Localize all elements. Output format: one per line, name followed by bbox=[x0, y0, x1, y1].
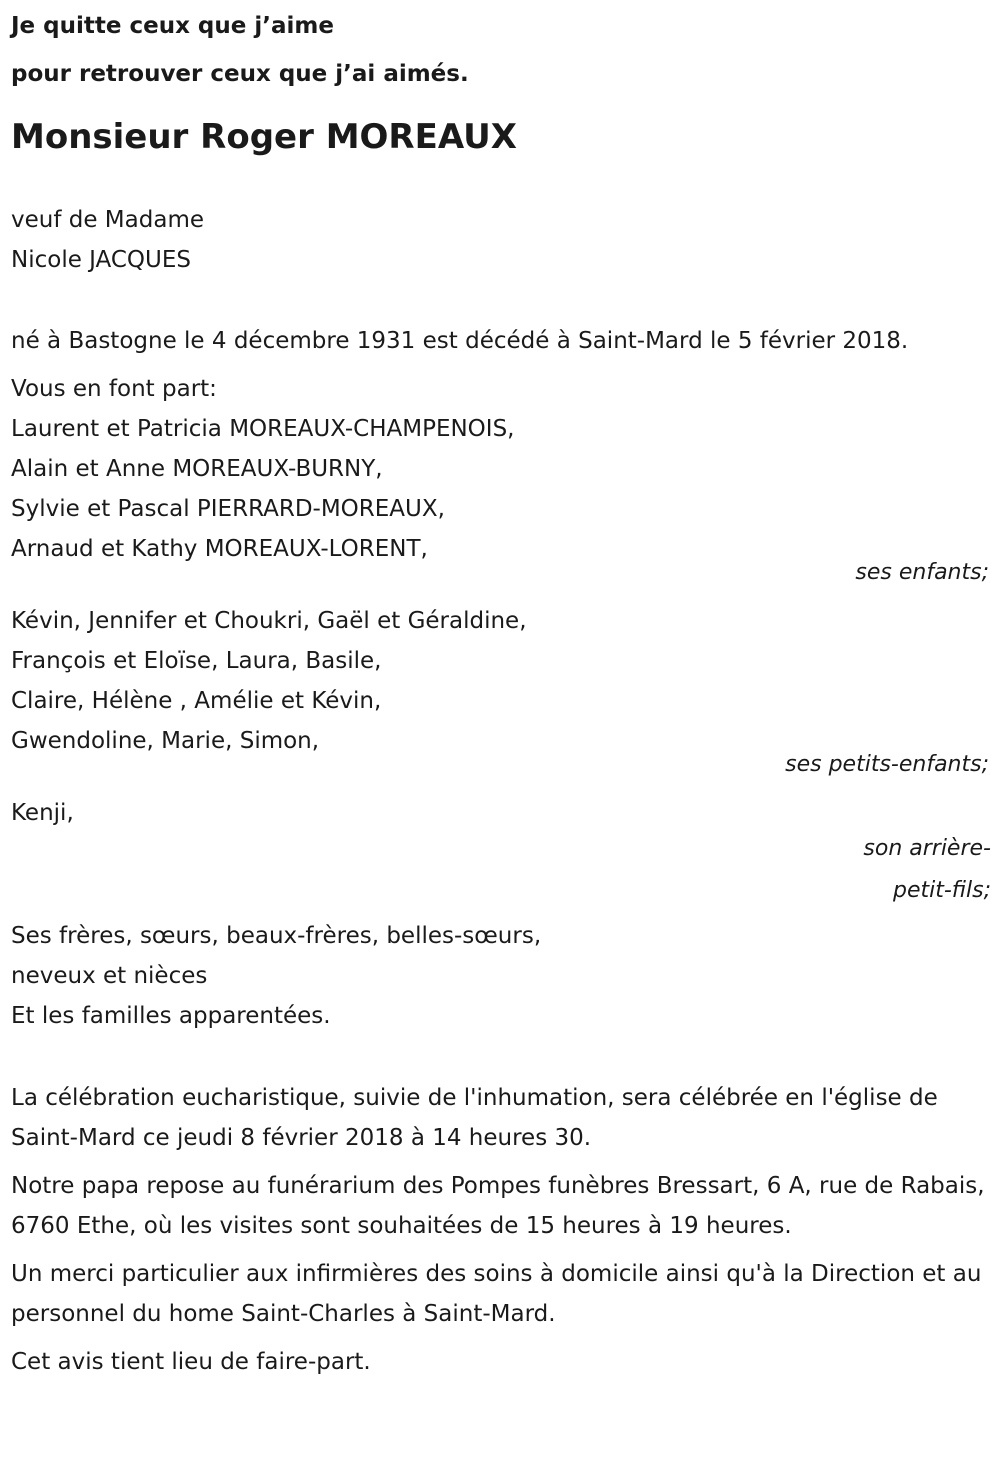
thanks-message: Un merci particulier aux infirmières des soins à domicile ainsi qu'à la Direction et au personnel du home Saint-Charles à Saint-Mard. bbox=[11, 1261, 982, 1327]
wake-info: Notre papa repose au funérarium des Pompes funèbres Bressart, 6 A, rue de Rabais, 6760 Ethe, où les visites sont souhaitées de 15 heures à 19 heures. bbox=[11, 1173, 985, 1239]
deceased-name: Monsieur Roger MOREAUX bbox=[11, 117, 517, 157]
extended-family-line: neveux et nièces bbox=[11, 963, 208, 989]
children-role: ses enfants; bbox=[855, 560, 989, 585]
grandchild-entry: Claire, Hélène , Amélie et Kévin, bbox=[11, 688, 382, 714]
announcement-intro: Vous en font part: bbox=[11, 376, 217, 402]
spouse-line-2: Nicole JACQUES bbox=[11, 247, 192, 273]
epigraph bbox=[11, 2, 991, 98]
spouse-line-1: veuf de Madame bbox=[11, 207, 204, 233]
closing-note: Cet avis tient lieu de faire-part. bbox=[11, 1349, 371, 1375]
children-list bbox=[11, 369, 991, 569]
obituary-notice bbox=[11, 0, 991, 1382]
great-grandchild bbox=[11, 793, 991, 833]
epigraph-line-2: pour retrouver ceux que j’ai aimés. bbox=[11, 61, 469, 87]
child-entry: Laurent et Patricia MOREAUX-CHAMPENOIS, bbox=[11, 416, 515, 442]
spouse-info bbox=[11, 200, 991, 280]
extended-family-line: Et les familles apparentées. bbox=[11, 1003, 331, 1029]
grandchild-entry: François et Eloïse, Laura, Basile, bbox=[11, 648, 382, 674]
great-grandchild-role-line-1: son arrière- bbox=[863, 836, 991, 861]
child-entry: Alain et Anne MOREAUX-BURNY, bbox=[11, 456, 383, 482]
extended-family bbox=[11, 916, 991, 1036]
grandchild-entry: Kévin, Jennifer et Choukri, Gaël et Géraldine, bbox=[11, 608, 527, 634]
ceremony-info: La célébration eucharistique, suivie de l'inhumation, sera célébrée en l'église de Saint-Mard ce jeudi 8 février 2018 à 14 heures 30. bbox=[11, 1085, 938, 1151]
birth-death-statement: né à Bastogne le 4 décembre 1931 est décédé à Saint-Mard le 5 février 2018. bbox=[11, 328, 909, 354]
grandchildren-role: ses petits-enfants; bbox=[785, 752, 989, 777]
grandchildren-list bbox=[11, 601, 991, 761]
grandchild-entry: Gwendoline, Marie, Simon, bbox=[11, 728, 320, 754]
great-grandchild-role-line-2: petit-fils; bbox=[892, 878, 991, 903]
great-grandchild-entry: Kenji, bbox=[11, 800, 74, 826]
extended-family-line: Ses frères, sœurs, beaux-frères, belles-sœurs, bbox=[11, 923, 542, 949]
great-grandchild-role bbox=[841, 828, 991, 912]
child-entry: Arnaud et Kathy MOREAUX-LORENT, bbox=[11, 536, 428, 562]
epigraph-line-1: Je quitte ceux que j’aime bbox=[11, 13, 334, 39]
child-entry: Sylvie et Pascal PIERRARD-MOREAUX, bbox=[11, 496, 445, 522]
